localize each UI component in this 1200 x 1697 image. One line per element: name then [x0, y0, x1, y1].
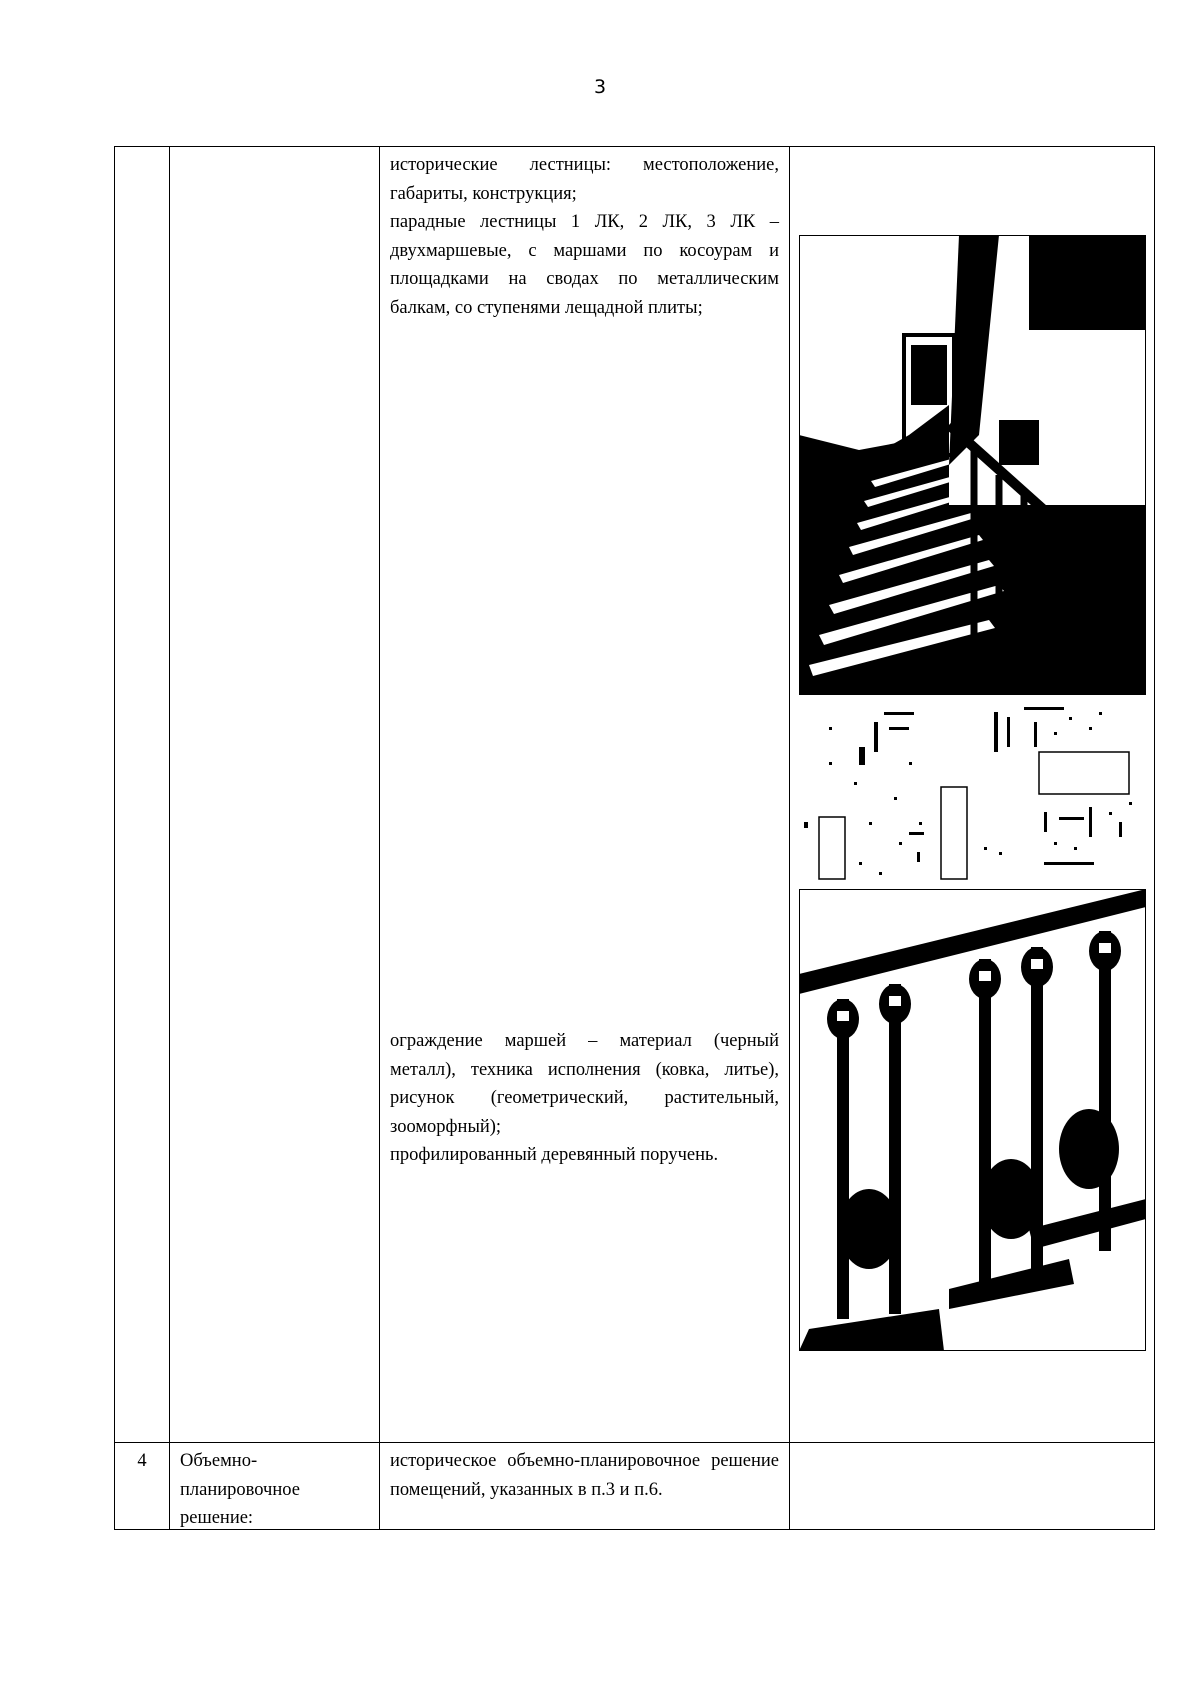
row-label-cell [170, 147, 380, 1443]
row-number-cell [115, 147, 170, 1443]
floor-plan-icon [799, 702, 1146, 884]
staircase-photo-icon [799, 235, 1146, 695]
table-row [115, 1443, 1155, 1530]
railing-photo-icon [799, 889, 1146, 1351]
description-paragraph: профилированный деревянный поручень. [390, 1145, 719, 1166]
description-paragraph: исторические лестницы: местоположение, габариты, конструкция; [390, 155, 779, 204]
row-description-cell [380, 1443, 790, 1530]
description-paragraph: историческое объемно-планировочное решение помещений, указанных в п.3 и п.6. [390, 1451, 779, 1500]
row-illustration-cell [790, 147, 1155, 1443]
row-description-cell [380, 147, 790, 1443]
row-label-cell: Объемно-планировочное решение: [170, 1443, 380, 1530]
description-paragraph: парадные лестницы 1 ЛК, 2 ЛК, 3 ЛК – двухмаршевые, с маршами по косоурам и площадками на сводах по металлическим балкам, со ступенями лещадной плиты; [390, 212, 779, 318]
page-number: 3 [593, 76, 607, 98]
table-row [115, 147, 1155, 1443]
heritage-table [114, 146, 1155, 1530]
description-paragraph: ограждение маршей – материал (черный металл), техника исполнения (ковка, литье), рисунок (геометрический, растительный, зооморфный); [390, 1031, 779, 1137]
row-number-cell: 4 [115, 1443, 170, 1530]
row-illustration-cell [790, 1443, 1155, 1530]
